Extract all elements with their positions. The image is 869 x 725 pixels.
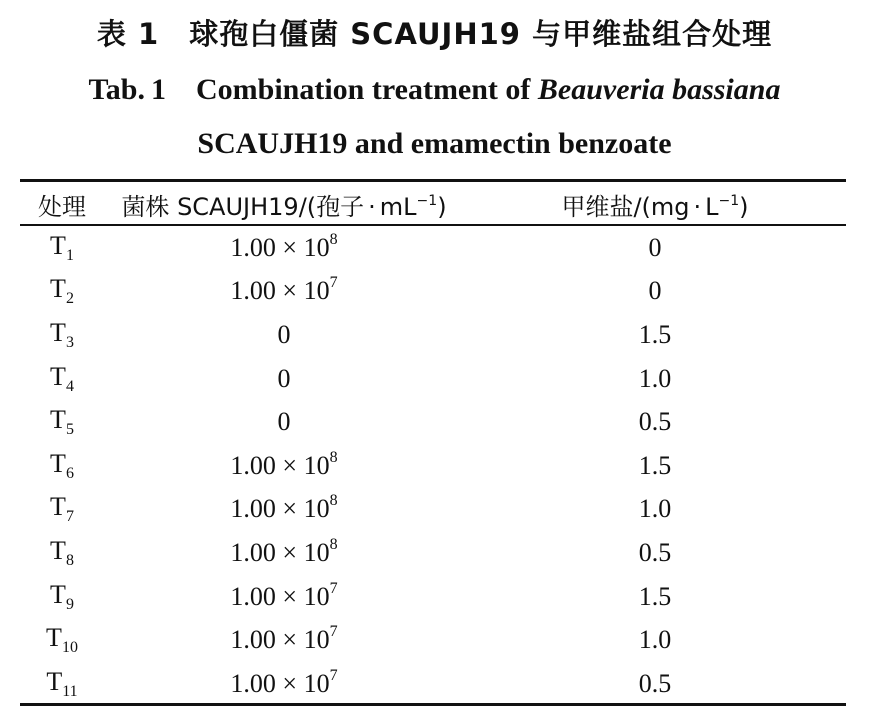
emamectin-value: 0.5 <box>638 407 672 437</box>
header-emamectin-unit: L <box>705 192 719 221</box>
cell-treatment <box>20 531 104 575</box>
cell-spore-concentration <box>104 224 464 270</box>
treatment-subscript: 2 <box>65 290 74 308</box>
table-header-row <box>20 184 846 224</box>
header-strain-label: 菌株 SCAUJH19/(孢子 <box>121 192 365 221</box>
emamectin-value: 1.5 <box>638 450 672 480</box>
treatment-letter: T <box>50 361 66 391</box>
cell-spore-concentration <box>104 662 464 706</box>
spore-exponent: 8 <box>329 448 338 466</box>
cell-treatment <box>20 400 104 444</box>
header-emamectin-close: ) <box>739 192 749 221</box>
spore-mantissa: 1.00 × 10 <box>230 625 330 655</box>
cell-spore-concentration <box>104 618 464 662</box>
table-row <box>20 531 846 575</box>
header-strain-sup: −1 <box>416 192 438 209</box>
table-row <box>20 662 846 706</box>
spore-mantissa: 1.00 × 10 <box>230 581 330 611</box>
caption-en-title-part2: SCAUJH19 and emamectin benzoate <box>197 127 672 160</box>
cell-treatment <box>20 575 104 619</box>
header-strain-dot: · <box>368 192 376 221</box>
treatment-letter: T <box>50 535 66 565</box>
spore-mantissa: 1.00 × 10 <box>230 668 330 698</box>
header-emamectin-label: 甲维盐/(mg <box>561 192 690 221</box>
cell-emamectin-concentration <box>464 357 846 401</box>
treatment-letter: T <box>50 230 66 260</box>
cell-emamectin-concentration <box>464 313 846 357</box>
treatment-subscript: 11 <box>62 682 78 700</box>
treatment-letter: T <box>50 492 66 522</box>
treatment-subscript: 5 <box>65 421 74 439</box>
header-emamectin-sup: −1 <box>718 192 740 209</box>
spore-exponent: 8 <box>329 492 338 510</box>
spore-mantissa: 1.00 × 10 <box>230 494 330 524</box>
treatment-subscript: 1 <box>65 246 74 264</box>
cell-emamectin-concentration <box>464 444 846 488</box>
cell-emamectin-concentration <box>464 618 846 662</box>
cell-spore-concentration <box>104 313 464 357</box>
emamectin-value: 1.0 <box>638 363 672 393</box>
spore-mantissa: 0 <box>277 407 291 437</box>
caption-en-species: Beauveria bassiana <box>537 73 781 106</box>
treatment-subscript: 10 <box>61 639 78 657</box>
caption-cn-label: 表 1 <box>96 17 160 51</box>
cell-treatment <box>20 444 104 488</box>
spore-mantissa: 0 <box>277 363 291 393</box>
spore-exponent: 8 <box>329 230 338 248</box>
treatment-letter: T <box>50 405 66 435</box>
cell-treatment <box>20 357 104 401</box>
table-row <box>20 488 846 532</box>
table-row <box>20 357 846 401</box>
cell-spore-concentration <box>104 270 464 314</box>
emamectin-value: 1.5 <box>638 581 672 611</box>
treatment-subscript: 9 <box>65 595 74 613</box>
header-emamectin-dot: · <box>693 192 702 221</box>
treatment-letter: T <box>50 317 66 347</box>
spore-mantissa: 1.00 × 10 <box>230 537 330 567</box>
table-row <box>20 618 846 662</box>
table-row <box>20 444 846 488</box>
emamectin-value: 1.5 <box>638 319 672 349</box>
treatment-subscript: 8 <box>65 551 74 569</box>
header-strain <box>104 184 464 224</box>
caption-cn-title: 球孢白僵菌 SCAUJH19 与甲维盐组合处理 <box>189 17 773 51</box>
emamectin-value: 0 <box>648 276 662 306</box>
cell-emamectin-concentration <box>464 488 846 532</box>
cell-emamectin-concentration <box>464 575 846 619</box>
caption-english-line2 <box>0 124 869 164</box>
caption-en-title-part1: Combination treatment of <box>196 73 538 106</box>
cell-spore-concentration <box>104 400 464 444</box>
header-emamectin <box>464 184 846 224</box>
cell-spore-concentration <box>104 357 464 401</box>
treatment-letter: T <box>46 623 62 653</box>
caption-en-number: 1 <box>151 73 166 106</box>
table-row <box>20 575 846 619</box>
spore-mantissa: 1.00 × 10 <box>230 232 330 262</box>
caption-en-label: Tab. <box>88 73 145 106</box>
cell-treatment <box>20 618 104 662</box>
emamectin-value: 0 <box>648 232 662 262</box>
spore-exponent: 7 <box>329 579 338 597</box>
treatment-subscript: 6 <box>65 464 74 482</box>
header-strain-unit: mL <box>379 192 417 221</box>
header-treatment <box>20 184 104 224</box>
treatment-subscript: 7 <box>65 508 74 526</box>
caption-english-line1 <box>0 70 869 110</box>
emamectin-value: 1.0 <box>638 494 672 524</box>
treatment-subscript: 4 <box>65 377 74 395</box>
cell-spore-concentration <box>104 444 464 488</box>
spore-mantissa: 1.00 × 10 <box>230 450 330 480</box>
treatment-letter: T <box>50 448 66 478</box>
cell-treatment <box>20 270 104 314</box>
table-top-rule <box>20 179 846 182</box>
header-treatment-label: 处理 <box>38 192 86 221</box>
treatment-letter: T <box>50 274 66 304</box>
cell-emamectin-concentration <box>464 531 846 575</box>
table-row <box>20 270 846 314</box>
spore-exponent: 8 <box>329 535 338 553</box>
table-row <box>20 313 846 357</box>
header-strain-close: ) <box>437 192 447 221</box>
cell-treatment <box>20 662 104 706</box>
spore-mantissa: 1.00 × 10 <box>230 276 330 306</box>
cell-spore-concentration <box>104 575 464 619</box>
treatment-letter: T <box>46 666 63 696</box>
cell-treatment <box>20 488 104 532</box>
treatment-letter: T <box>50 579 66 609</box>
spore-exponent: 7 <box>329 274 338 292</box>
spore-exponent: 7 <box>329 666 338 684</box>
treatment-subscript: 3 <box>65 333 74 351</box>
cell-emamectin-concentration <box>464 662 846 706</box>
spore-exponent: 7 <box>329 623 338 641</box>
treatment-table <box>20 184 846 706</box>
table-row <box>20 224 846 270</box>
emamectin-value: 0.5 <box>638 537 672 567</box>
emamectin-value: 0.5 <box>638 668 672 698</box>
table-row <box>20 400 846 444</box>
cell-emamectin-concentration <box>464 400 846 444</box>
caption-chinese <box>0 14 869 54</box>
cell-treatment <box>20 313 104 357</box>
cell-treatment <box>20 224 104 270</box>
cell-emamectin-concentration <box>464 224 846 270</box>
emamectin-value: 1.0 <box>638 625 672 655</box>
spore-mantissa: 0 <box>277 319 291 349</box>
cell-spore-concentration <box>104 488 464 532</box>
cell-spore-concentration <box>104 531 464 575</box>
cell-emamectin-concentration <box>464 270 846 314</box>
